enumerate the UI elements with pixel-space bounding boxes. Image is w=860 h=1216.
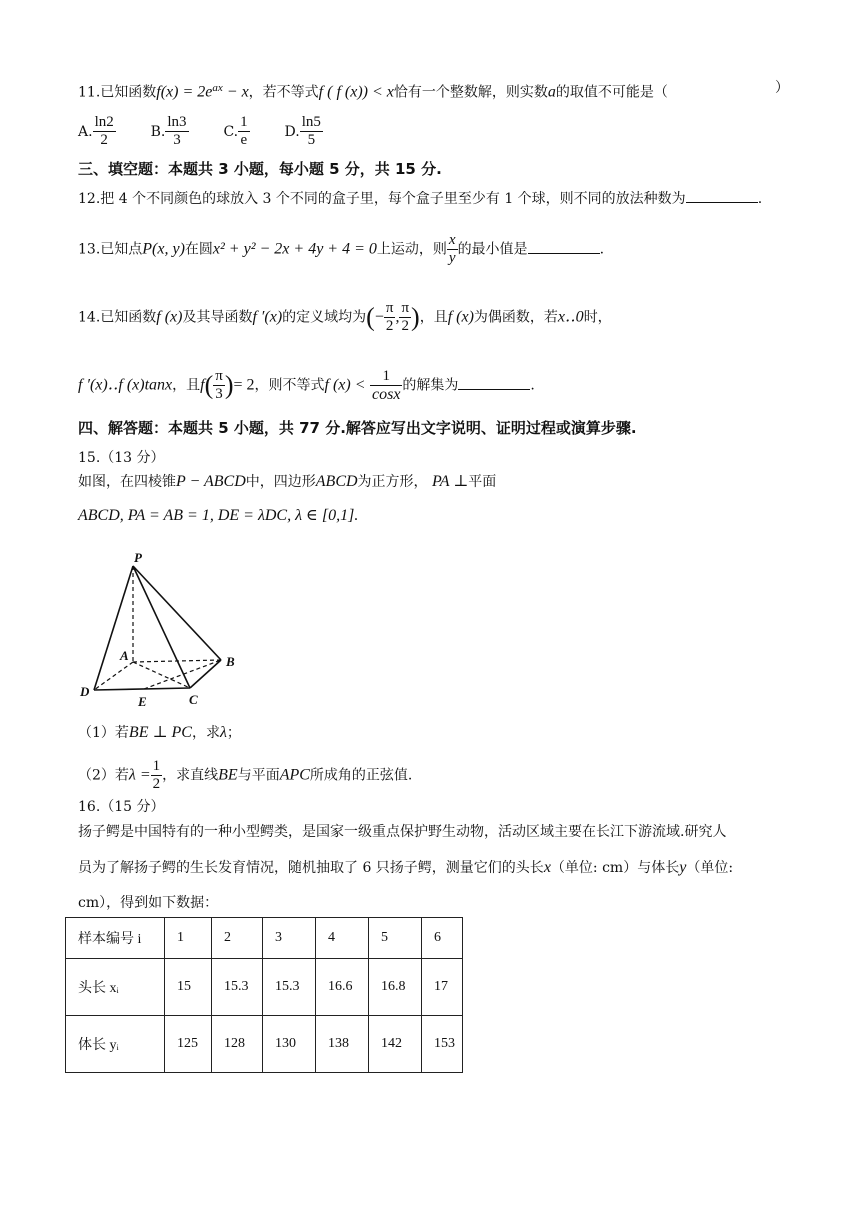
row-header: 体长 yᵢ xyxy=(66,1016,165,1073)
label-P: P xyxy=(134,550,142,565)
q13: 13.已知点P(x, y)在圆x² + y² − 2x + 4y + 4 = 0上运动，则 $\frac{x}{y}$ 的最小值是 . xyxy=(78,232,605,266)
label-D: D xyxy=(80,684,90,699)
table-cell: 3 xyxy=(263,918,316,959)
table-cell: 153 xyxy=(422,1016,463,1073)
q16-line3: cm），得到如下数据： xyxy=(78,895,219,911)
table-cell: 16.8 xyxy=(369,959,422,1016)
q11-tail: 恰有一个整数解，则实数 xyxy=(393,84,548,101)
data-table xyxy=(65,917,463,1073)
q11-exp: ax xyxy=(212,82,223,94)
table-cell: 15 xyxy=(165,959,212,1016)
table-row xyxy=(66,959,463,1016)
q11-option-d[interactable]: D. $\frac{\ln 5}{5}$ xyxy=(284,114,321,148)
q11-func-tail: − x xyxy=(222,83,249,101)
q11-ineq: f ( f (x)) < x xyxy=(318,83,394,101)
q12: 12.把 4 个不同颜色的球放入 3 个不同的盒子里，每个盒子里至少有 1 个球，则不同的放法种数为 . xyxy=(78,188,762,209)
q15-part2: （2）若λ = $\frac{1}{2}$ ，求直线BE与平面APC所成角的正弦值. xyxy=(78,758,413,792)
table-cell: 2 xyxy=(212,918,263,959)
q14-blank[interactable] xyxy=(458,375,530,390)
table-cell: 4 xyxy=(316,918,369,959)
table-cell: 1 xyxy=(165,918,212,959)
table-row xyxy=(66,918,463,959)
q16-header: 16.（15 分） xyxy=(78,799,165,815)
q15-line1: 如图，在四棱锥P − ABCD中，四边形ABCD为正方形， PA ⊥平面 xyxy=(78,473,497,490)
table-cell: 17 xyxy=(422,959,463,1016)
table-cell: 15.3 xyxy=(263,959,316,1016)
row-header: 样本编号 i xyxy=(66,918,165,959)
row-header: 头长 xᵢ xyxy=(66,959,165,1016)
q14-line2: f ′(x)‥f (x)tanx，且f( $\frac{\pi}{3}$ )= 2，则不等式f (x) < $\frac{1}{\cos x}$ 的解集为 . xyxy=(78,368,535,403)
table-cell: 128 xyxy=(212,1016,263,1073)
q13-blank[interactable] xyxy=(528,239,600,254)
table-cell: 125 xyxy=(165,1016,212,1073)
q11-option-b[interactable]: B. $\frac{\ln 3}{3}$ xyxy=(150,114,187,148)
q11-option-a[interactable]: A. $\frac{\ln 2}{2}$ xyxy=(78,114,114,148)
q11-paren-close: ） xyxy=(775,80,789,96)
q11-mid: ，若不等式 xyxy=(248,84,319,101)
table-cell: 130 xyxy=(263,1016,316,1073)
table-cell: 5 xyxy=(369,918,422,959)
section4-heading: 四、解答题：本题共 5 小题，共 77 分.解答应写出文字说明、证明过程或演算步骤. xyxy=(78,419,637,437)
label-A: A xyxy=(120,648,129,663)
q11-end: 的取值不可能是（ xyxy=(555,84,668,101)
q11-func: f(x) = 2e xyxy=(156,83,213,101)
q16-line1: 扬子鳄是中国特有的一种小型鳄类，是国家一级重点保护野生动物，活动区域主要在长江下游流域.研究人 xyxy=(78,824,727,840)
q16-line2: 员为了解扬子鳄的生长发育情况，随机抽取了 6 只扬子鳄，测量它们的头长x（单位: cm）与体长y（单位: xyxy=(78,859,734,876)
q12-blank[interactable] xyxy=(686,188,758,203)
q11-line1 xyxy=(78,78,668,103)
pyramid-figure xyxy=(76,548,246,712)
table-cell: 15.3 xyxy=(212,959,263,1016)
label-C: C xyxy=(189,692,198,707)
q15-header: 15.（13 分） xyxy=(78,450,165,466)
q12-text: 12.把 4 个不同颜色的球放入 3 个不同的盒子里，每个盒子里至少有 1 个球，则不同的放法种数为 xyxy=(78,191,686,207)
section3-heading: 三、填空题：本题共 3 小题，每小题 5 分，共 15 分. xyxy=(78,160,442,178)
table-cell: 6 xyxy=(422,918,463,959)
q11-prefix: 11.已知函数 xyxy=(78,84,157,101)
q11-var: a xyxy=(547,83,556,101)
table-row xyxy=(66,1016,463,1073)
q15-part1: （1）若BE ⊥ PC，求λ； xyxy=(78,724,241,741)
q11-options xyxy=(78,114,323,149)
label-B: B xyxy=(226,654,235,669)
table-cell: 142 xyxy=(369,1016,422,1073)
table-cell: 16.6 xyxy=(316,959,369,1016)
q15-line2: ABCD, PA = AB = 1, DE = λDC, λ ∈ [0,1]. xyxy=(78,507,359,524)
table-cell: 138 xyxy=(316,1016,369,1073)
q14-line1: 14.已知函数f (x)及其导函数f ′(x)的定义域均为(− $\frac{\pi}{2}$ , $\frac{\pi}{2}$ )，且f (x)为偶函数，若x‥0时， xyxy=(78,300,612,334)
label-E: E xyxy=(138,694,147,708)
q11-option-c[interactable]: C. $\frac{1}{e}$ xyxy=(223,114,248,148)
